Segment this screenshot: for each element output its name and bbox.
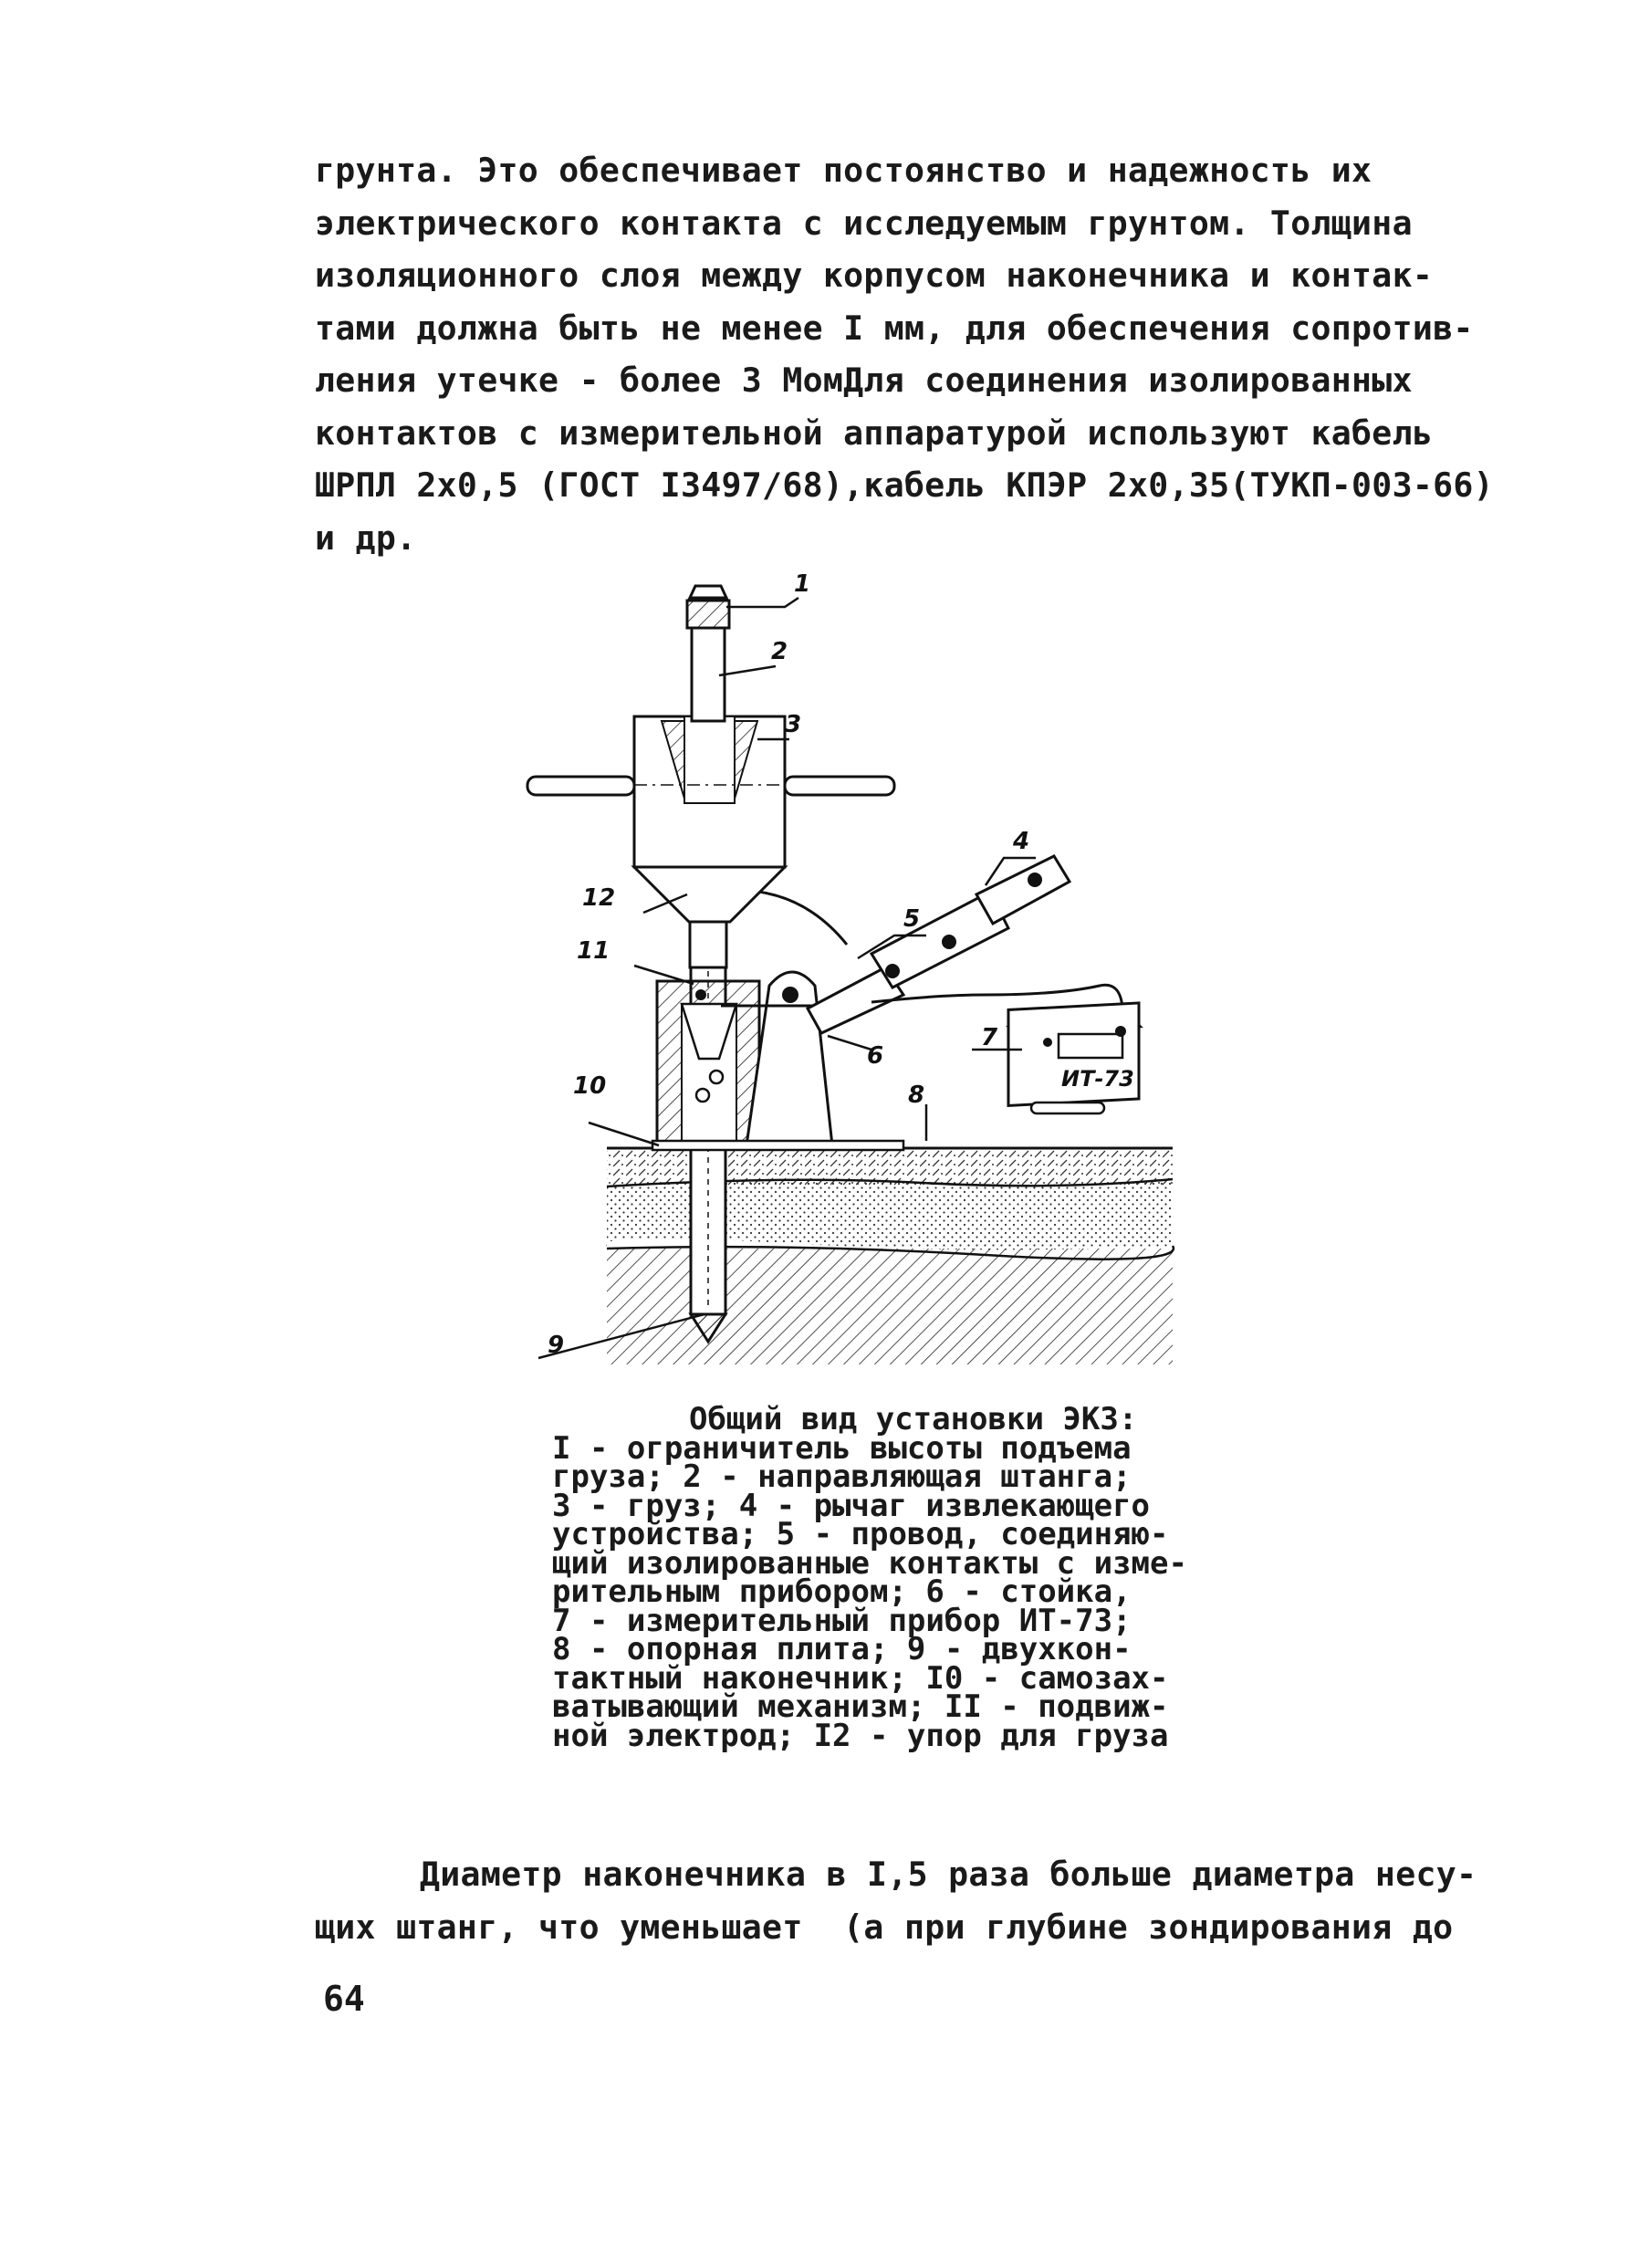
label-4: 4: [1013, 828, 1030, 855]
label-1: 1: [794, 570, 811, 598]
label-8: 8: [908, 1082, 925, 1109]
caption-line: 7 - измерительный прибор ИТ-73;: [552, 1602, 1132, 1639]
text-line: Диаметр наконечника в I,5 раза больше диаметра несу-: [420, 1855, 1477, 1894]
caption-line: рительным прибором; 6 - стойка,: [552, 1573, 1132, 1610]
text-line: контактов с измерительной аппаратурой используют кабель: [315, 413, 1434, 453]
label-10: 10: [573, 1072, 607, 1100]
text-line: изоляционного слоя между корпусом наконечника и контак-: [315, 256, 1434, 295]
paragraph-top: [315, 144, 1529, 564]
base-plate: [652, 1141, 903, 1150]
caption-line: 8 - опорная плита; 9 - двухкон-: [552, 1631, 1132, 1667]
page-number: 64: [323, 1979, 365, 2019]
text-line: грунта. Это обеспечивает постоянство и надежность их: [315, 151, 1372, 190]
label-11: 11: [577, 937, 610, 965]
text-line: и др.: [315, 517, 417, 558]
label-6: 6: [867, 1042, 884, 1070]
lever-device: [808, 856, 1070, 1033]
text-line: электрического контакта с исследуемым грунтом. Толщина: [315, 203, 1413, 243]
text-line: ления утечке - более 3 МомДля соединения изолированных: [315, 361, 1413, 400]
paragraph-bottom: [315, 1848, 1529, 1953]
caption-line: тактный наконечник; I0 - самозах-: [552, 1659, 1169, 1697]
installation-figure: [511, 566, 1182, 1364]
text-line: щих штанг, что уменьшает (а при глубине зондирования до: [315, 1907, 1454, 1947]
caption-line: 3 - груз; 4 - рычаг извлекающего: [552, 1487, 1151, 1524]
label-7: 7: [981, 1024, 998, 1051]
installation-drawing: [511, 566, 1182, 1364]
figure-caption: [552, 1401, 1246, 1754]
weight: [527, 716, 894, 867]
caption-title: Общий вид установки ЭКЗ:: [689, 1401, 1138, 1437]
device-label: ИТ-73: [1061, 1066, 1134, 1092]
label-2: 2: [771, 638, 788, 665]
guide-rod: [687, 586, 729, 721]
label-9: 9: [548, 1332, 565, 1359]
label-3: 3: [785, 711, 802, 738]
caption-line: ватывающий механизм; II - подвиж-: [552, 1688, 1169, 1725]
caption-line: устройства; 5 - провод, соединяю-: [552, 1516, 1169, 1552]
text-line: тами должна быть не менее I мм, для обеспечения сопротив-: [315, 308, 1474, 348]
text-line: ШРПЛ 2х0,5 (ГОСТ I3497/68),кабель КПЭР 2х0,35(ТУКП-003-66): [315, 465, 1494, 505]
caption-line: щий изолированные контакты с изме-: [552, 1544, 1187, 1582]
caption-line: I - ограничитель высоты подъема: [552, 1429, 1132, 1467]
caption-line: груза; 2 - направляющая штанга;: [552, 1458, 1132, 1495]
label-5: 5: [903, 905, 921, 933]
measuring-device: [1008, 1003, 1141, 1113]
label-12: 12: [582, 884, 616, 912]
support-stop: [634, 867, 785, 967]
caption-line: ной электрод; I2 - упор для груза: [552, 1717, 1169, 1754]
